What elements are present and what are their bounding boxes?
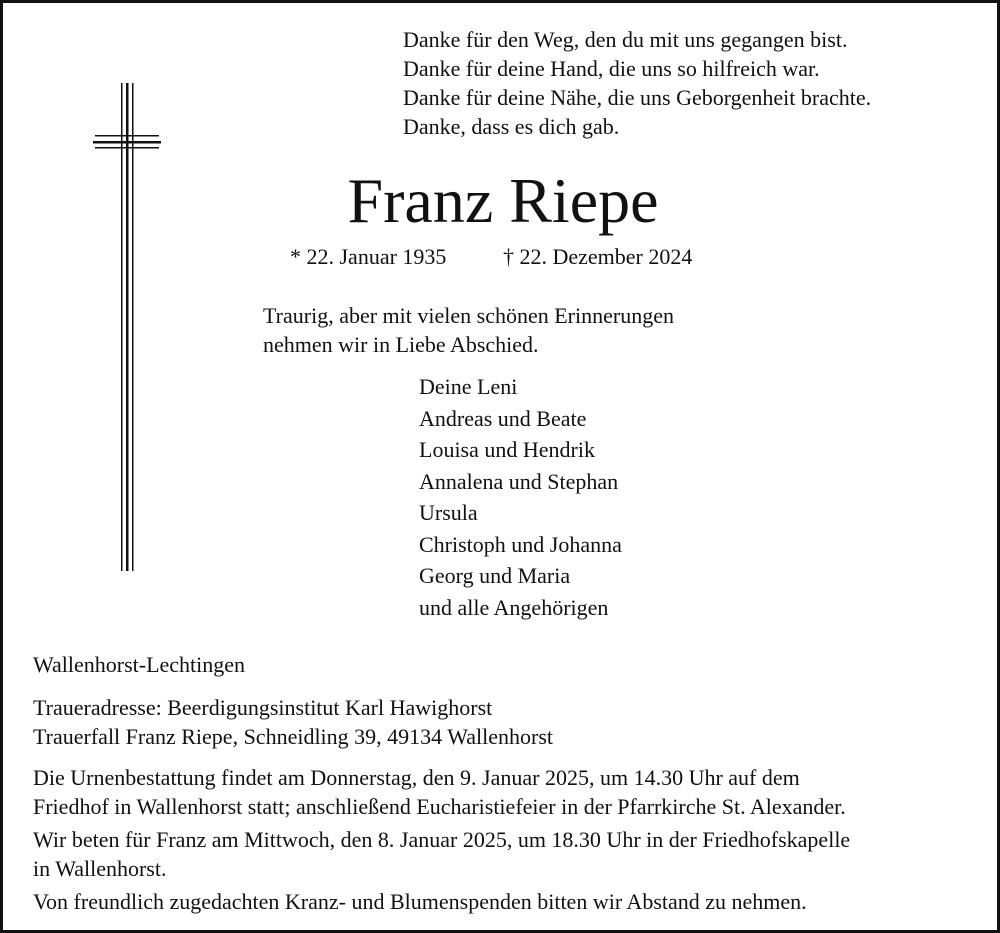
poem xyxy=(403,25,871,141)
funeral-line: Die Urnenbestattung findet am Donnerstag, den 9. Januar 2025, um 14.30 Uhr auf dem xyxy=(33,765,800,790)
prayer-line: Wir beten für Franz am Mittwoch, den 8. Januar 2025, um 18.30 Uhr in der Friedhofskapelle xyxy=(33,827,851,852)
address-line: Trauerfall Franz Riepe, Schneidling 39, 49134 Wallenhorst xyxy=(33,724,554,749)
cross-icon xyxy=(91,83,163,571)
prayer-line: in Wallenhorst. xyxy=(33,856,167,881)
mourner: Deine Leni xyxy=(419,374,518,399)
place: Wallenhorst-Lechtingen xyxy=(33,652,246,677)
flower-request: Von freundlich zugedachten Kranz- und Blumenspenden bitten wir Abstand zu nehmen. xyxy=(33,889,807,914)
mourner: Ursula xyxy=(419,500,478,525)
mourner: Annalena und Stephan xyxy=(419,468,619,494)
funeral-line: Friedhof in Wallenhorst statt; anschließend Eucharistiefeier in der Pfarrkirche St. Alexander. xyxy=(33,794,846,819)
intro-line: nehmen wir in Liebe Abschied. xyxy=(263,332,539,357)
mourner: Christoph und Johanna xyxy=(419,531,622,557)
funeral-info xyxy=(33,763,846,821)
mourner: Georg und Maria xyxy=(419,563,571,588)
poem-line: Danke für deine Nähe, die uns Geborgenheit brachte. xyxy=(403,85,872,110)
prayer-info xyxy=(33,825,850,883)
poem-line: Danke für deine Hand, die uns so hilfreich war. xyxy=(403,56,820,81)
poem-line: Danke, dass es dich gab. xyxy=(403,114,620,139)
death-date: † 22. Dezember 2024 xyxy=(503,244,693,269)
intro-text xyxy=(263,301,674,359)
address-line: Traueradresse: Beerdigungsinstitut Karl Hawighorst xyxy=(33,695,493,720)
mourner: Louisa und Hendrik xyxy=(419,437,595,462)
intro-line: Traurig, aber mit vielen schönen Erinnerungen xyxy=(263,303,674,328)
birth-date: * 22. Januar 1935 xyxy=(290,244,447,269)
mourners-list xyxy=(419,371,622,623)
deceased-name: Franz Riepe xyxy=(347,165,659,236)
mourner: Andreas und Beate xyxy=(419,405,587,431)
mourning-address xyxy=(33,693,553,751)
mourner: und alle Angehörigen xyxy=(419,594,609,620)
poem-line: Danke für den Weg, den du mit uns gegangen bist. xyxy=(403,27,848,52)
